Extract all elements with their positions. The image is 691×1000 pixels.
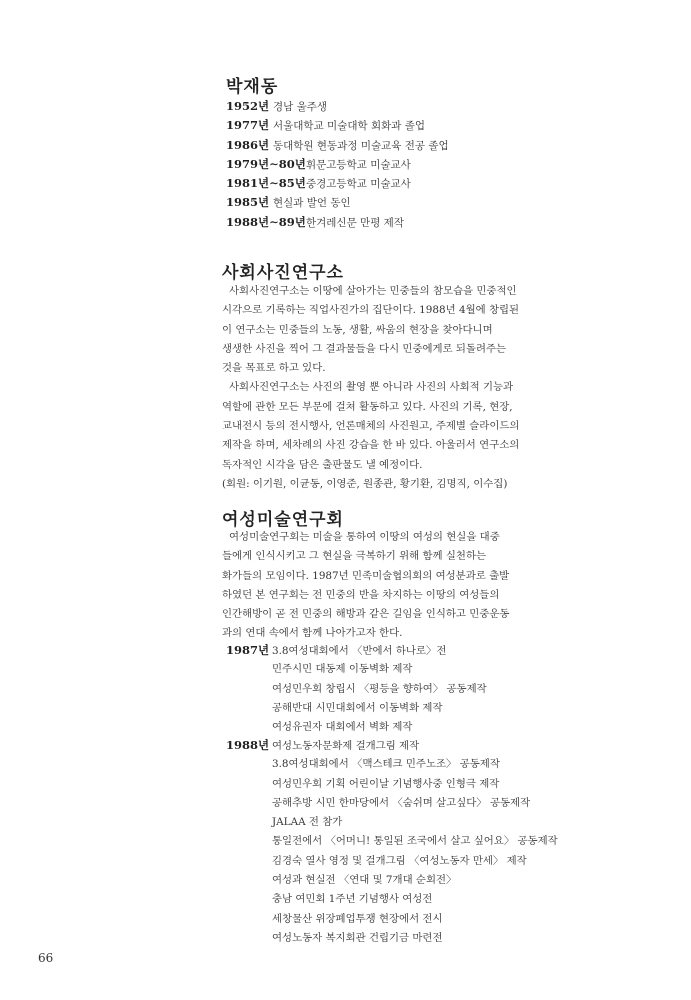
text-line: 들에게 인식시키고 그 현실을 극복하기 위해 함께 실천하는 (222, 550, 487, 563)
year: 1988년∼89년 (226, 214, 306, 229)
list-item (226, 155, 586, 174)
entry-text: 동대학원 현동과정 미술교육 전공 졸업 (273, 139, 449, 152)
list-item: 세창물산 위장폐업투쟁 현장에서 전시 (272, 912, 443, 925)
list-item: 공해반대 시민대회에서 이동벽화 제작 (272, 701, 443, 714)
list-item: 3.8여성대회에서 〈맥스테크 민주노조〉 공동제작 (272, 758, 500, 771)
list-item: 충남 여민회 1주년 기념행사 여성전 (272, 893, 433, 906)
list-item (226, 213, 586, 232)
list-item (226, 97, 586, 116)
list-item: 여성민우회 창립시 〈평등을 향하여〉 공동제작 (272, 682, 487, 695)
list-item (226, 174, 586, 193)
year: 1977년 (226, 118, 270, 133)
text-line: 것을 목표로 하고 있다. (222, 362, 326, 375)
career-list (226, 97, 586, 232)
section-title: 박재동 (226, 77, 279, 97)
section-title: 사회사진연구소 (222, 263, 344, 283)
entry-text: 경남 울주생 (273, 101, 328, 113)
text-line: 하였던 본 연구회는 전 민중의 반을 차지하는 이땅의 여성들의 (222, 588, 500, 601)
activity-text: 여성노동자문화제 걸개그림 제작 (272, 740, 420, 752)
list-item (226, 116, 586, 135)
list-item: 공해추방 시민 한마당에서 〈숨쉬며 살고싶다〉 공동제작 (272, 796, 531, 809)
section-body (222, 528, 592, 644)
text-line: 생생한 사진을 찍어 그 결과물들을 다시 민중에게로 되돌려주는 (222, 342, 507, 355)
text-line: 사회사진연구소는 사진의 촬영 뿐 아니라 사진의 사회적 기능과 (229, 381, 514, 394)
section-bak-jae-dong (226, 72, 586, 97)
entry-text: 한겨레신문 만평 제작 (306, 216, 404, 229)
text-line: 독자적인 시각을 담은 출판물도 낼 예정이다. (222, 458, 423, 471)
list-item: 통일전에서 〈어머니! 통일된 조국에서 살고 싶어요〉 공동제작 (272, 835, 558, 848)
list-item: 여성노동자 복지회관 건립기금 마련전 (272, 931, 443, 944)
entry-text: 중경고등학교 미술교사 (306, 178, 411, 191)
entry-text: 현실과 발언 동인 (273, 197, 351, 210)
paragraph (222, 528, 592, 644)
year: 1986년 (226, 137, 270, 152)
text-line: 제작을 하며, 세차례의 사진 강습을 한 바 있다. 아울러서 연구소의 (222, 439, 520, 452)
list-item: 여성유권자 대회에서 벽화 제작 (272, 721, 413, 734)
section-body (222, 282, 592, 494)
list-item: 민주시민 대동제 이동벽화 제작 (272, 663, 413, 676)
list-item: 김경숙 열사 영정 및 걸개그림 〈여성노동자 만세〉 제작 (272, 854, 527, 867)
text-line: 과의 연대 속에서 함께 나아가고자 한다. (222, 627, 403, 640)
list-item (226, 736, 586, 755)
list-item: JALAA 전 참가 (272, 816, 343, 829)
year: 1988년 (226, 738, 270, 752)
year: 1979년∼80년 (226, 156, 306, 171)
text-line: 시각으로 기록하는 직업사진가의 집단이다. 1988년 4월에 창립된 (222, 304, 520, 317)
entry-text: 서울대학교 미술대학 회화과 졸업 (273, 120, 426, 133)
activity-group-1988 (226, 736, 586, 948)
text-line: 역할에 관한 모든 부문에 걸쳐 활동하고 있다. 사진의 기록, 현장, (222, 400, 513, 413)
list-item (226, 193, 586, 212)
entry-text: 휘문고등학교 미술교사 (306, 158, 411, 171)
activity-text: 3.8여성대회에서 〈반에서 하나로〉전 (272, 645, 447, 657)
section-social-photo-institute (222, 258, 582, 283)
paragraph (222, 282, 592, 494)
text-line: 이 연구소는 민중들의 노동, 생활, 싸움의 현장을 찾아다니며 (222, 323, 493, 336)
year: 1981년∼85년 (226, 176, 306, 191)
year: 1985년 (226, 195, 270, 210)
section-title: 여성미술연구회 (222, 510, 344, 530)
section-women-art-research (222, 505, 582, 530)
list-item: 여성민우회 기획 어린이날 기념행사중 인형극 제작 (272, 777, 500, 790)
year: 1952년 (226, 99, 270, 113)
text-line: 교내전시 등의 전시행사, 언론매체의 사진원고, 주제별 슬라이드의 (222, 420, 520, 433)
list-item: 여성과 현실전 〈연대 및 7개대 순회전〉 (272, 874, 457, 887)
activity-group-1987 (226, 641, 586, 737)
text-line: 사회사진연구소는 이땅에 살아가는 민중들의 참모습을 민중적인 (229, 285, 517, 297)
list-item (226, 136, 586, 155)
year: 1987년 (226, 643, 270, 657)
text-line: 인간해방이 곧 전 민중의 해방과 같은 길임을 인식하고 민중운동 (222, 608, 510, 621)
list-item (226, 641, 586, 660)
page-number: 66 (38, 951, 54, 965)
text-line: 여성미술연구회는 미술을 통하여 이땅의 여성의 현실을 대중 (229, 531, 500, 543)
members-line: (회원: 이기원, 이균동, 이영준, 원종관, 황기환, 김명직, 이수집) (222, 477, 508, 490)
text-line: 화가들의 모임이다. 1987년 민족미술협의회의 여성분과로 출발 (222, 569, 510, 582)
